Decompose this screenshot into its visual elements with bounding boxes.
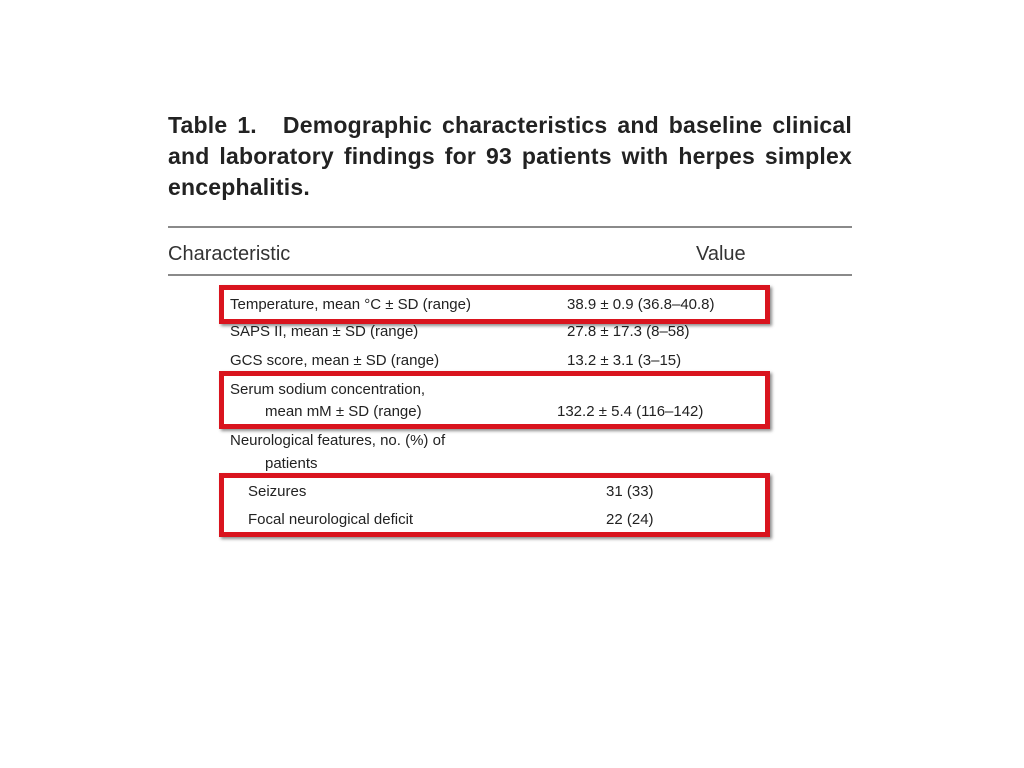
highlight-box-neuro-features xyxy=(219,473,770,537)
row-saps-value: 27.8 ± 17.3 (8–58) xyxy=(567,323,690,340)
column-header-value: Value xyxy=(696,243,746,265)
row-focal-deficit-label: Focal neurological deficit xyxy=(248,511,414,528)
row-gcs-label: GCS score, mean ± SD (range) xyxy=(230,352,440,369)
table-title: Demographic characteristics and baseline clinical and laboratory findings for 93 patients with herpes simplex encephalitis. xyxy=(168,112,852,200)
row-seizures-value: 31 (33) xyxy=(606,483,654,500)
highlight-box-temperature xyxy=(219,285,770,324)
table-header-rule xyxy=(168,274,852,276)
highlight-box-sodium xyxy=(219,371,770,429)
row-seizures-label: Seizures xyxy=(248,483,307,500)
row-temperature-value: 38.9 ± 0.9 (36.8–40.8) xyxy=(567,296,715,313)
row-sodium-label: Serum sodium concentration, xyxy=(230,381,426,398)
row-sodium-value: 132.2 ± 5.4 (116–142) xyxy=(557,403,704,420)
row-sodium-label-cont: mean mM ± SD (range) xyxy=(265,403,422,420)
row-focal-deficit-value: 22 (24) xyxy=(606,511,654,528)
table-caption xyxy=(168,110,852,203)
row-gcs-value: 13.2 ± 3.1 (3–15) xyxy=(567,352,682,369)
table-top-rule xyxy=(168,226,852,228)
row-temperature-label: Temperature, mean °C ± SD (range) xyxy=(230,296,471,313)
row-saps-label: SAPS II, mean ± SD (range) xyxy=(230,323,419,340)
column-header-characteristic: Characteristic xyxy=(168,243,291,265)
table-number: Table 1. xyxy=(168,112,257,138)
row-neuro-label-cont: patients xyxy=(265,455,318,472)
row-neuro-label: Neurological features, no. (%) of xyxy=(230,432,446,449)
